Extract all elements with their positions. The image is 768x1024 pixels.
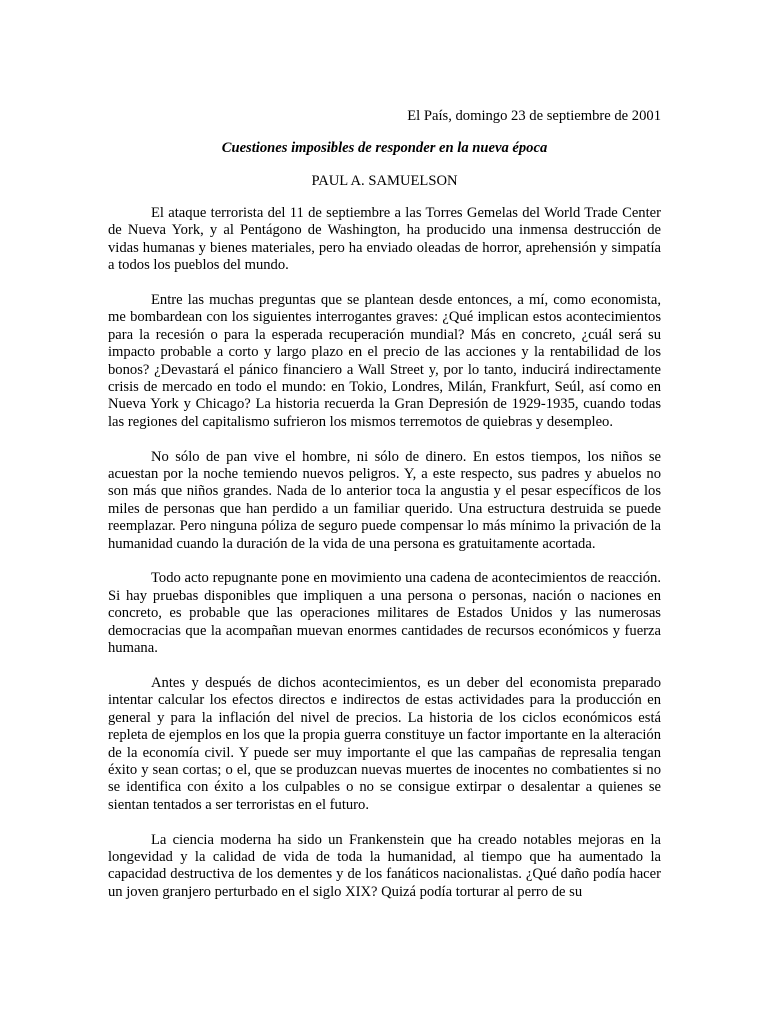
document-page — [108, 106, 661, 919]
paragraph-2: Entre las muchas preguntas que se plantean desde entonces, a mí, como economista, me bombardean con los siguientes interrogantes graves: ¿Qué implican estos acontecimientos para la recesión o para la esperada recuperación mundial? Más en concreto, ¿cuál será su impacto probable a corto y largo plazo en el precio de las acciones y la rentabilidad de los bonos? ¿Devastará el pánico financiero a Wall Street y, por lo tanto, inducirá indirectamente crisis de mercado en todo el mundo: en Tokio, Londres, Milán, Frankfurt, Seúl, así como en Nueva York y Chicago? La historia recuerda la Gran Depresión de 1929-1935, cuando todas las regiones del capitalismo sufrieron los mismos terremotos de quiebras y desempleo. — [108, 292, 661, 430]
paragraph-1: El ataque terrorista del 11 de septiembre a las Torres Gemelas del World Trade Center de Nueva York, y al Pentágono de Washington, ha producido una inmensa destrucción de vidas humanas y bienes materiales, pero ha enviado oleadas de horror, aprehensión y simpatía a todos los pueblos del mundo. — [108, 205, 661, 274]
article-title: Cuestiones imposibles de responder en la nueva época — [221, 140, 548, 156]
dateline: El País, domingo 23 de septiembre de 2001 — [407, 108, 661, 124]
paragraph-5: Antes y después de dichos acontecimientos, es un deber del economista preparado intentar calcular los efectos directos e indirectos de estas actividades para la producción en general y para la inflación del nivel de precios. La historia de los ciclos económicos está repleta de ejemplos en los que la propia guerra constituye un factor importante en la alteración de la economía civil. Y puede ser muy importante el que las campañas de represalia tengan éxito y sean cortas; o el, que se produzcan nuevas muertes de inocentes no combatientes si no se identifica con éxito a los culpables o no se consigue extirpar o desalentar a quienes se sientan tentados a ser terroristas en el futuro. — [108, 674, 661, 813]
paragraph-4: Todo acto repugnante pone en movimiento una cadena de acontecimientos de reacción. Si hay pruebas disponibles que impliquen a una persona o personas, nación o naciones en concreto, es probable que las operaciones militares de Estados Unidos y las numerosas democracias que la acompañan muevan enormes cantidades de recursos económicos y fuerza humana. — [108, 570, 661, 657]
paragraph-3: No sólo de pan vive el hombre, ni sólo de dinero. En estos tiempos, los niños se acuestan por la noche temiendo nuevos peligros. Y, a este respecto, sus padres y abuelos no son más que niños grandes. Nada de lo anterior toca la angustia y el pesar específicos de los miles de personas que han perdido a un familiar querido. Una estructura destruida se puede reemplazar. Pero ninguna póliza de seguro puede compensar lo más mínimo la privación de la humanidad cuando la duración de la vida de una persona es gratuitamente acortada. — [108, 448, 661, 552]
article-author: PAUL A. SAMUELSON — [311, 173, 458, 189]
paragraph-6: La ciencia moderna ha sido un Frankenstein que ha creado notables mejoras en la longevidad y la calidad de vida de toda la humanidad, al tiempo que ha aumentado la capacidad destructiva de los dementes y de los fanáticos nacionalistas. ¿Qué daño podía hacer un joven granjero perturbado en el siglo XIX? Quizá podía torturar al perro de su — [108, 831, 661, 900]
